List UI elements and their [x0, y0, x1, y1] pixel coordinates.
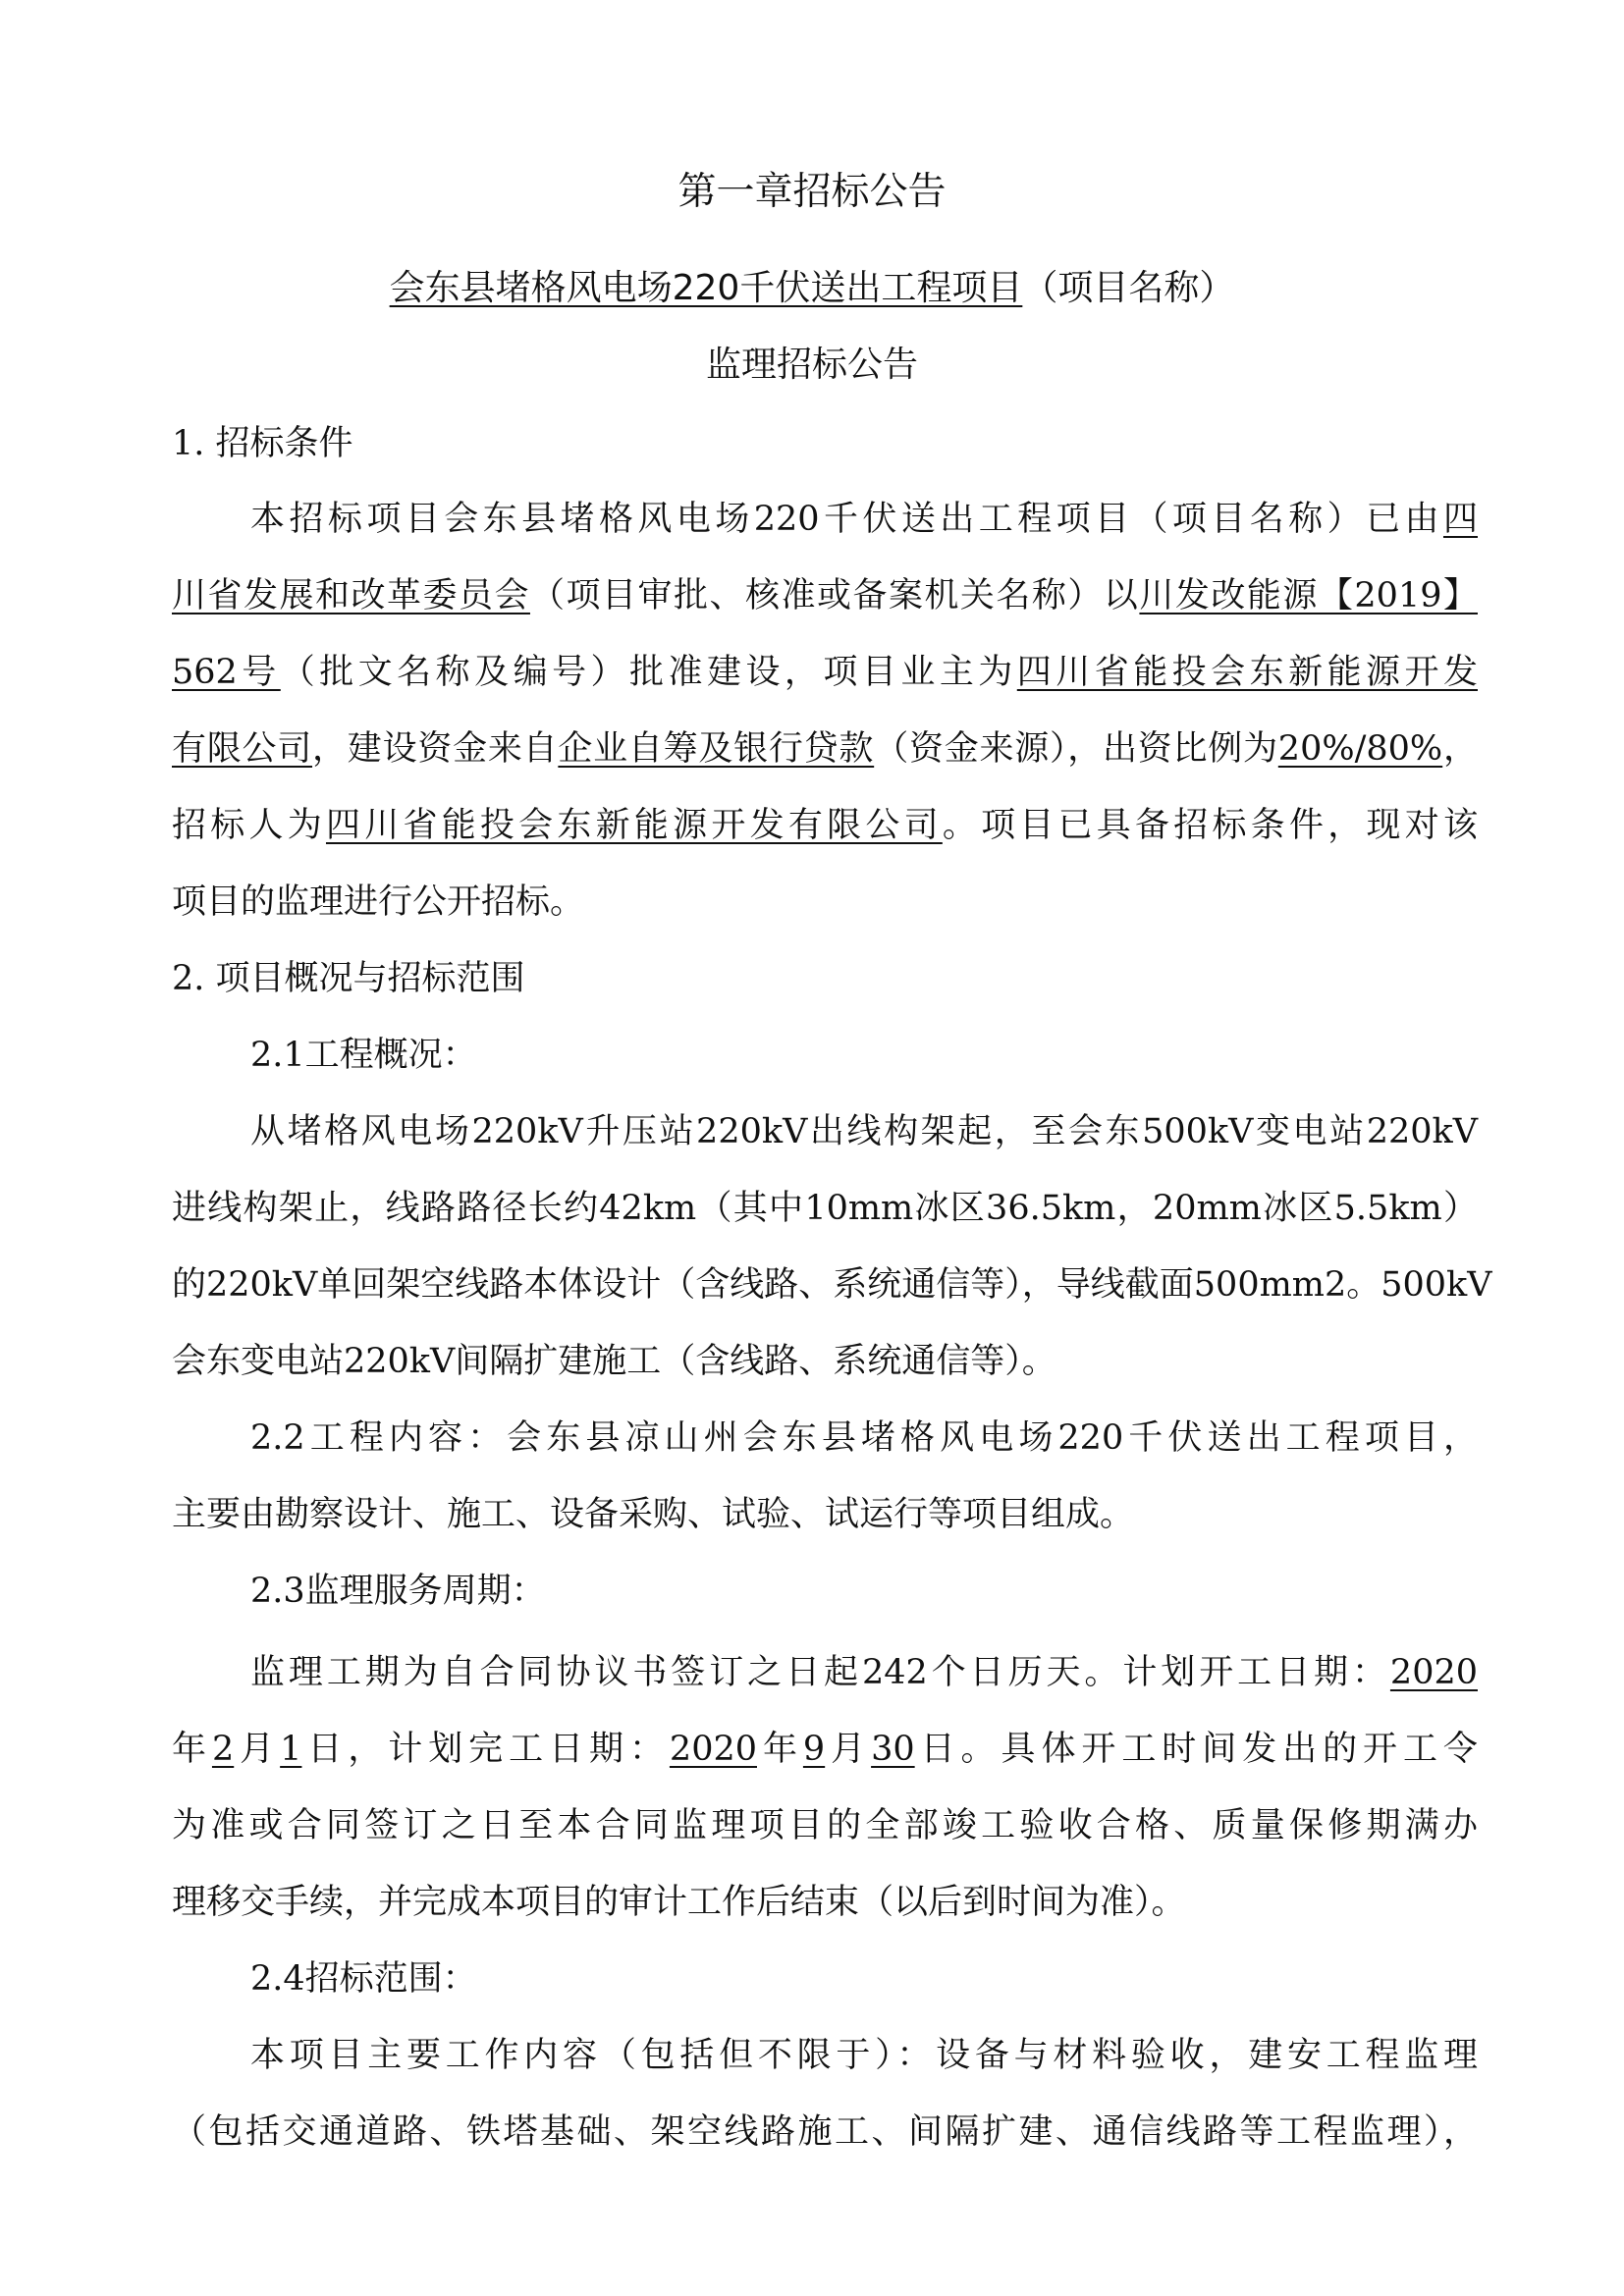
underlined-run: 30: [871, 1730, 915, 1769]
section-2-4-heading: 2.4招标范围：: [250, 1959, 477, 1999]
text-run: 日，计划完工日期：: [301, 1730, 670, 1769]
section-1-line-3: [172, 649, 1478, 696]
underlined-run: 2020: [669, 1730, 757, 1769]
text-run: 招标人为: [172, 806, 326, 845]
section-2-3-line-1: [250, 1649, 1478, 1696]
text-run: 本招标项目会东县堵格风电场220千伏送出工程项目（项目名称）已由: [250, 500, 1443, 539]
section-2-4-line-1: 本项目主要工作内容（包括但不限于）：设备与材料验收，建安工程监理: [250, 2036, 1478, 2075]
project-title: [0, 265, 1624, 312]
section-2-2-line-1: 2.2工程内容：会东县凉山州会东县堵格风电场220千伏送出工程项目，: [250, 1418, 1478, 1458]
section-2-1-line-3: 的220kV单回架空线路本体设计（含线路、系统通信等），导线截面500mm2。500kV: [172, 1265, 1492, 1305]
project-name-suffix: （项目名称）: [1022, 268, 1235, 308]
text-run: 年: [757, 1730, 803, 1769]
text-run: 监理工期为自合同协议书签订之日起242个日历天。计划开工日期：: [250, 1653, 1390, 1692]
text-run: （批文名称及编号）批准建设，项目业主为: [280, 653, 1017, 692]
underlined-run: 四川省能投会东新能源开发有限公司: [325, 806, 943, 845]
text-run: ，建设资金来自: [312, 729, 559, 769]
underlined-run: 20%/80%: [1277, 729, 1443, 769]
text-run: 月: [234, 1730, 281, 1769]
text-run: ，: [1442, 729, 1478, 769]
underlined-run: 1: [280, 1730, 302, 1769]
section-1-line-2: [172, 572, 1478, 619]
underlined-run: 9: [802, 1730, 826, 1769]
section-2-4-line-2: （包括交通道路、铁塔基础、架空线路施工、间隔扩建、通信线路等工程监理），: [172, 2112, 1478, 2152]
section-1-line-1: [250, 496, 1478, 543]
underlined-run: 四: [1442, 500, 1478, 539]
section-2-1-line-1: 从堵格风电场220kV升压站220kV出线构架起，至会东500kV变电站220kV: [250, 1112, 1478, 1151]
text-run: （资金来源），出资比例为: [874, 729, 1278, 769]
text-run: （项目审批、核准或备案机关名称）以: [529, 576, 1140, 615]
section-2-heading: 2. 项目概况与招标范围: [172, 959, 525, 998]
underlined-run: 川省发展和改革委员会: [172, 576, 530, 615]
section-2-3-heading: 2.3监理服务周期：: [250, 1572, 546, 1611]
underlined-run: 川发改能源【2019】: [1139, 576, 1478, 615]
underlined-run: 有限公司: [172, 729, 313, 769]
text-run: 日。具体开工时间发出的开工令: [914, 1730, 1478, 1769]
underlined-run: 四川省能投会东新能源开发: [1016, 653, 1478, 692]
underlined-run: 2: [211, 1730, 235, 1769]
notice-title: 监理招标公告: [705, 345, 918, 385]
section-2-2-line-2: 主要由勘察设计、施工、设备采购、试验、试运行等项目组成。: [172, 1495, 1135, 1534]
section-2-3-line-4: 理移交手续，并完成本项目的审计工作后结束（以后到时间为准）。: [172, 1883, 1186, 1922]
section-2-1-heading: 2.1工程概况：: [250, 1036, 477, 1075]
underlined-run: 562号: [172, 653, 281, 692]
section-1-line-5: [172, 802, 1478, 849]
section-1-line-6: 项目的监理进行公开招标。: [172, 882, 585, 922]
underlined-run: 企业自筹及银行贷款: [558, 729, 875, 769]
section-1-heading: 1. 招标条件: [172, 424, 353, 463]
text-run: 年: [172, 1730, 212, 1769]
section-2-3-line-3: 为准或合同签订之日至本合同监理项目的全部竣工验收合格、质量保修期满办: [172, 1806, 1478, 1845]
section-2-3-line-2: [172, 1726, 1478, 1773]
underlined-run: 2020: [1389, 1653, 1478, 1692]
text-run: 。项目已具备招标条件，现对该: [942, 806, 1478, 845]
text-run: 月: [825, 1730, 872, 1769]
section-2-1-line-2: 进线构架止，线路路径长约42km（其中10mm冰区36.5km，20mm冰区5.5km）: [172, 1189, 1478, 1228]
project-name: 会东县堵格风电场220千伏送出工程项目: [389, 268, 1023, 308]
section-2-1-line-4: 会东变电站220kV间隔扩建施工（含线路、系统通信等）。: [172, 1342, 1056, 1381]
section-1-line-4: [172, 725, 1478, 773]
chapter-title: 第一章招标公告: [677, 170, 947, 214]
